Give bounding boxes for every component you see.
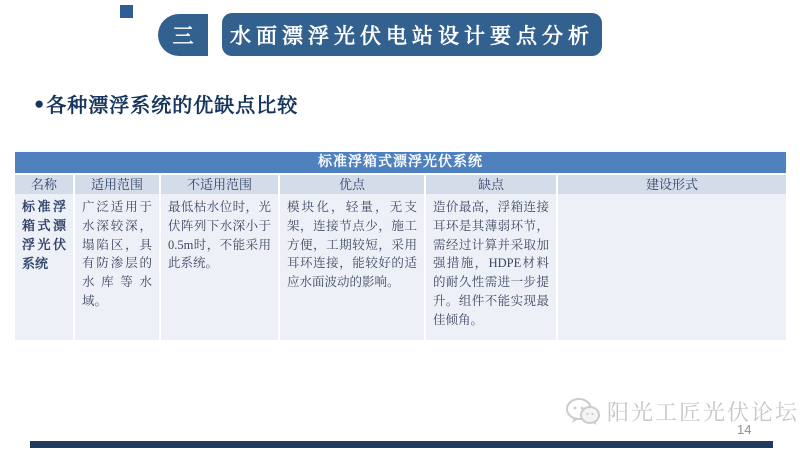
section-number: 三 <box>172 24 194 48</box>
slide-title-bar <box>222 13 602 56</box>
comparison-table <box>15 152 786 340</box>
footer-watermark <box>566 396 799 427</box>
slide-title: 水面漂浮光伏电站设计要点分析 <box>230 23 594 48</box>
bullet-icon: ● <box>34 93 46 113</box>
cell-name: 标准浮箱式漂浮光伏系统 <box>15 194 75 340</box>
cell-construction-form <box>558 194 786 340</box>
col-header-not-applicable: 不适用范围 <box>161 175 280 194</box>
table-header-row <box>15 175 786 194</box>
cell-not-applicable: 最低枯水位时，光伏阵列下水深小于0.5m时，不能采用此系统。 <box>161 194 280 340</box>
col-header-advantages: 优点 <box>280 175 426 194</box>
col-header-disadvantages: 缺点 <box>426 175 558 194</box>
watermark-text: 阳光工匠光伏论坛 <box>607 400 800 425</box>
section-heading-text: 各种漂浮系统的优缺点比较 <box>46 95 299 117</box>
table-row <box>15 194 786 340</box>
col-header-name: 名称 <box>15 175 75 194</box>
page-number: 14 <box>737 422 752 437</box>
section-heading <box>34 89 298 118</box>
cell-advantages: 模块化，轻量，无支架，连接节点少，施工方便，工期较短，采用耳环连接，能较好的适应水面波动的影响。 <box>280 194 426 340</box>
col-header-applicable: 适用范围 <box>75 175 161 194</box>
section-badge <box>158 14 208 56</box>
col-header-construction-form: 建设形式 <box>645 177 698 192</box>
cell-disadvantages: 造价最高，浮箱连接耳环是其薄弱环节，需经过计算并采取加强措施，HDPE材料的耐久性需进一步提升。组件不能实现最佳倾角。 <box>426 194 558 340</box>
cell-applicable: 广泛适用于水深较深，塌陷区，具有防渗层的水库等水域。 <box>75 194 161 340</box>
table-title: 标准浮箱式漂浮光伏系统 <box>15 152 786 175</box>
bottom-bar <box>30 441 773 448</box>
wechat-logo-icon <box>566 398 600 426</box>
decor-square <box>120 5 133 18</box>
